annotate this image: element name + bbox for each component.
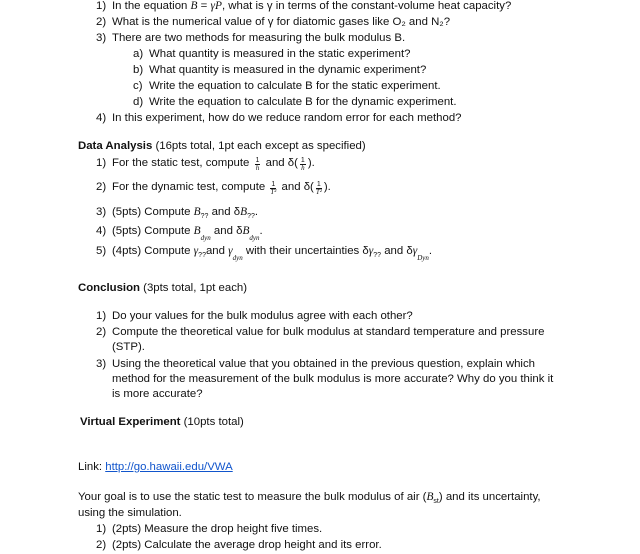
virtual-experiment-link-line: Link: http://go.hawaii.edu/VWA bbox=[78, 461, 233, 473]
conclusion-item-3-line-3: is more accurate? bbox=[112, 388, 203, 400]
question-3a: a) What quantity is measured in the static experiment? bbox=[133, 48, 411, 60]
question-3b: b) What quantity is measured in the dynamic experiment? bbox=[133, 64, 427, 76]
analysis-item-3: 3) (5pts) Compute $B_{??}$ and $\delta B_{??}$. bbox=[96, 206, 259, 220]
fraction-1-over-t-squared: $\frac{1}{\text{T²}}$ bbox=[315, 181, 322, 196]
virtual-experiment-heading: Virtual Experiment (10pts total) bbox=[80, 416, 244, 428]
analysis-item-5: 5) (4pts) Compute $\gamma_{??}and$ $\gamma_{dyn}$ with their uncertainties $\delta\gamma_{??}$ and $\delta\gamma_{Dyn}$. bbox=[96, 245, 433, 262]
virtual-item-2: 2) (2pts) Calculate the average drop height and its error. bbox=[96, 539, 382, 551]
conclusion-item-2: 2) Compute the theoretical value for bulk modulus at standard temperature and pressure bbox=[96, 326, 545, 338]
conclusion-item-1: 1) Do your values for the bulk modulus agree with each other? bbox=[96, 310, 413, 322]
question-3d: d) Write the equation to calculate B for the dynamic experiment. bbox=[133, 96, 457, 108]
conclusion-item-3: 3) Using the theoretical value that you obtained in the previous question, explain which bbox=[96, 358, 535, 370]
goal-line-1: Your goal is to use the static test to measure the bulk modulus of air $(B_{st})$ and its uncertainty, bbox=[78, 491, 541, 505]
fraction-1-over-t-squared: $\frac{1}{\text{T²}}$ bbox=[270, 181, 277, 196]
question-2: 2) What is the numerical value of γ for diatomic gases like O₂ and N₂? bbox=[96, 16, 451, 28]
question-1: 1) In the equation B = γP, what is γ in terms of the constant-volume heat capacity? bbox=[96, 0, 512, 12]
fraction-1-over-h: $\frac{1}{h}$ bbox=[300, 157, 305, 172]
conclusion-item-3-line-2: method for the measurement of the bulk modulus is more accurate? Why do you think it bbox=[112, 373, 554, 385]
question-4: 4) In this experiment, how do we reduce random error for each method? bbox=[96, 112, 462, 124]
data-analysis-heading: Data Analysis (16pts total, 1pt each except as specified) bbox=[78, 140, 366, 152]
analysis-item-1: 1) For the static test, compute $\frac{1}{h}$ and δ( $\frac{1}{h}$ ). bbox=[96, 157, 315, 172]
virtual-experiment-link[interactable]: http://go.hawaii.edu/VWA bbox=[105, 461, 233, 473]
goal-line-2: using the simulation. bbox=[78, 507, 182, 519]
conclusion-item-2-line-2: (STP). bbox=[112, 341, 145, 353]
fraction-1-over-h: $\frac{1}{h}$ bbox=[255, 157, 260, 172]
virtual-item-1: 1) (2pts) Measure the drop height five times. bbox=[96, 523, 323, 535]
analysis-item-2: 2) For the dynamic test, compute $\frac{1}{\text{T²}}$ and δ( $\frac{1}{\text{T²}}$ ). bbox=[96, 181, 331, 196]
question-3c: c) Write the equation to calculate B for the static experiment. bbox=[133, 80, 441, 92]
conclusion-heading: Conclusion (3pts total, 1pt each) bbox=[78, 282, 248, 294]
analysis-item-4: 4) (5pts) Compute $B_{dyn}$ and $\delta B_{dyn}$. bbox=[96, 225, 263, 242]
question-3: 3) There are two methods for measuring the bulk modulus B. bbox=[96, 32, 406, 44]
